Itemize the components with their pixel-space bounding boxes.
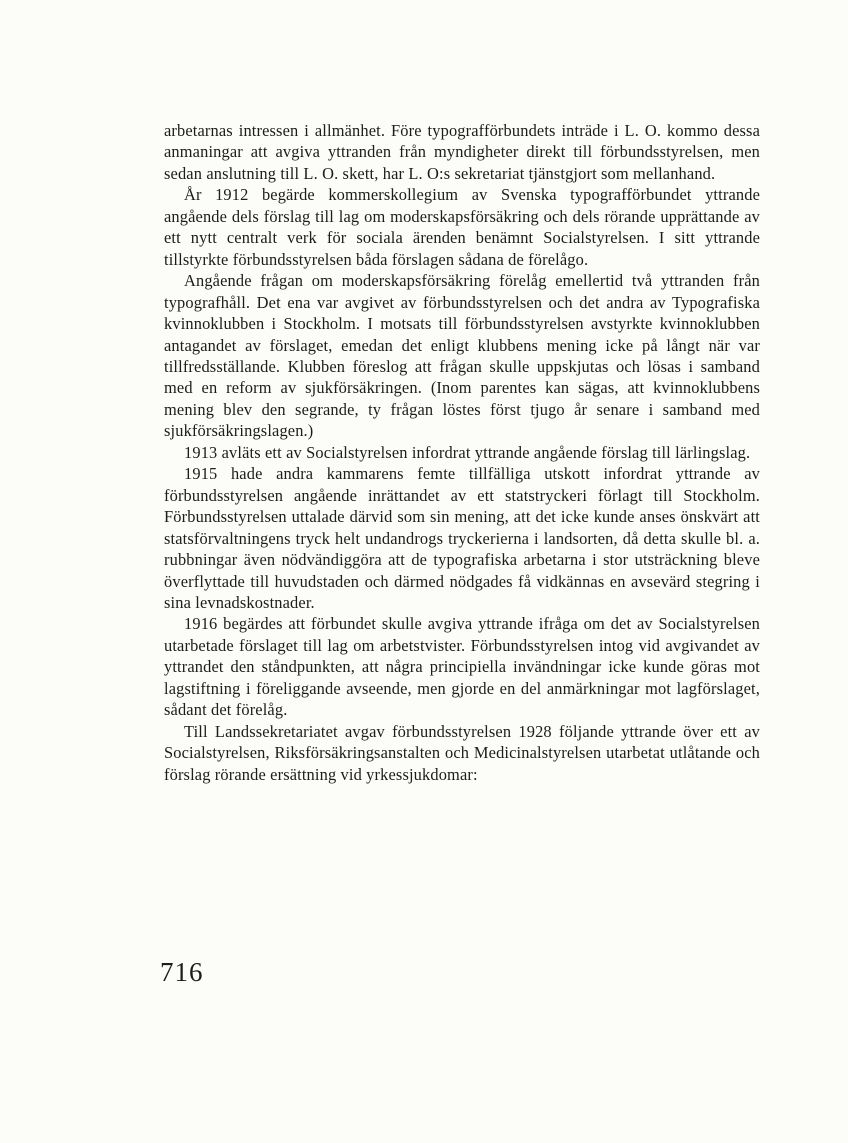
- paragraph-2: År 1912 begärde kommerskollegium av Svenska typografförbundet yttrande angående dels förslag till lag om moderskapsförsäkring och dels rörande upprättande av ett nytt centralt verk för sociala ärenden benämnt Socialstyrelsen. I sitt yttrande tillstyrkte förbundsstyrelsen båda förslagen sådana de förelågo.: [164, 185, 760, 269]
- paragraph-5: 1915 hade andra kammarens femte tillfälliga utskott infordrat yttrande av förbundsstyrelsen angående inrättandet av ett statstryckeri förlagt till Stockholm. Förbundsstyrelsen uttalade därvid som sin mening, att det icke kunde anses önskvärt att statsförvaltningens tryck helt undandrogs tryckerierna i landsorten, då detta skulle bl. a. rubbningar även nödvändiggöra att de typografiska arbetarna i stor utsträckning bleve överflyttade till huvudstaden och därmed nödgades få vidkännas en avsevärd stegring i sina levnadskostnader.: [164, 464, 760, 612]
- paragraph-1: arbetarnas intressen i allmänhet. Före typografförbundets inträde i L. O. kommo dessa anmaningar att avgiva yttranden från myndigheter direkt till förbundsstyrelsen, men sedan anslutning till L. O. skett, har L. O:s sekretariat tjänstgjort som mellanhand.: [164, 121, 760, 183]
- paragraph-7: Till Landssekretariatet avgav förbundsstyrelsen 1928 följande yttrande över ett av Socialstyrelsen, Riksförsäkringsanstalten och Medicinalstyrelsen utarbetat utlåtande och förslag rörande ersättning vid yrkessjukdomar:: [164, 721, 760, 784]
- body-text: [164, 120, 760, 785]
- page-number: 716: [160, 957, 204, 987]
- paragraph-4: 1913 avläts ett av Socialstyrelsen infordrat yttrande angående förslag till lärlingslag.: [184, 442, 751, 462]
- paragraph-3: Angående frågan om moderskapsförsäkring förelåg emellertid två yttranden från typografhåll. Det ena var avgivet av förbundsstyrelsen och det andra av Typografiska kvinnoklubben i Stockholm. I motsats till förbundsstyrelsen avstyrkte kvinnoklubben antagandet av förslaget, emedan det enligt klubbens mening icke på långt när var tillfredsställande. Klubben föreslog att frågan skulle uppskjutas och lösas i samband med en reform av sjukförsäkringen. (Inom parentes kan sägas, att kvinnoklubbens mening blev den segrande, ty frågan löstes först tjugo år senare i samband med sjukförsäkringslagen.): [164, 271, 760, 441]
- paragraph-6: 1916 begärdes att förbundet skulle avgiva yttrande ifråga om det av Socialstyrelsen utarbetade förslaget till lag om arbetstvister. Förbundsstyrelsen intog vid avgivandet av yttrandet den ståndpunkten, att några principiella invändningar icke kunde göras mot lagstiftning i föreliggande avseende, men gjorde en del anmärkningar mot lagförslaget, sådant det förelåg.: [164, 614, 760, 720]
